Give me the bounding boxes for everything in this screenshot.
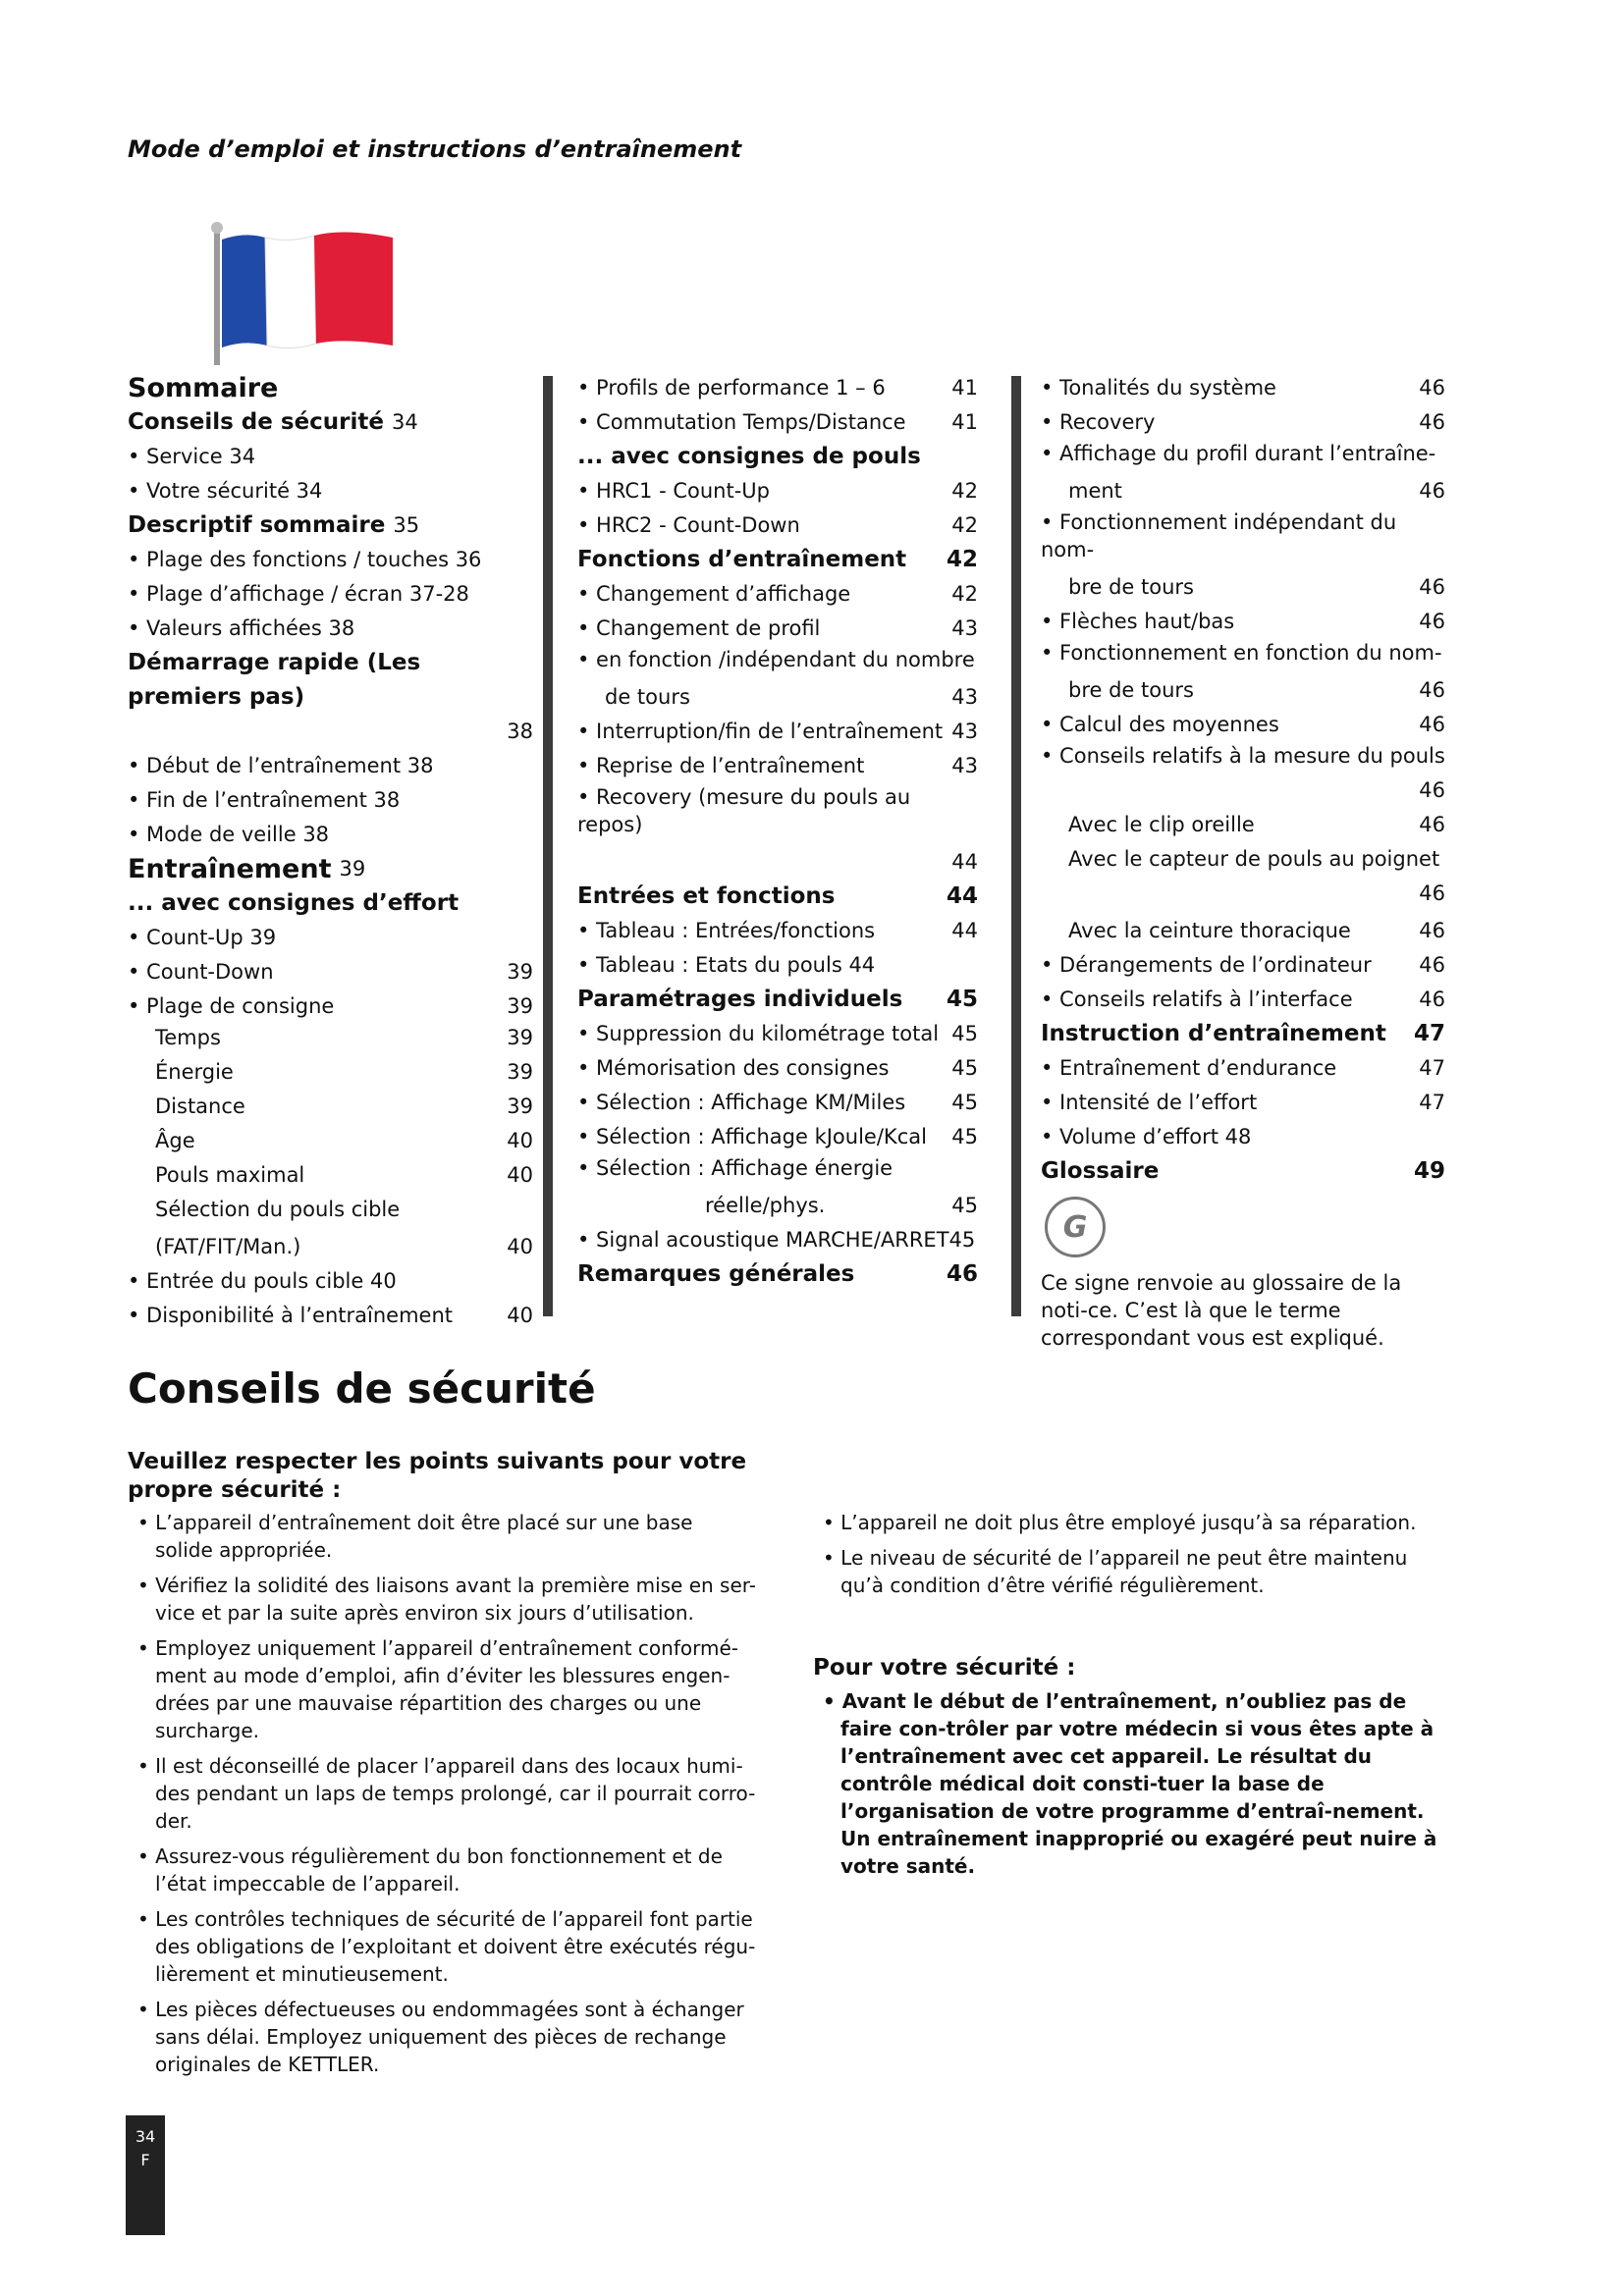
toc-entry bbox=[577, 1017, 978, 1051]
safety-list-item: • L’appareil ne doit plus être employé jusqu’à sa réparation. bbox=[813, 1509, 1441, 1536]
france-flag-icon bbox=[206, 218, 403, 365]
toc-entry-text: Avec le capteur de pouls au poignet bbox=[1068, 847, 1440, 871]
toc-entry-text: Avec le clip oreille bbox=[1068, 813, 1255, 836]
toc-entry-text: ... avec consignes de pouls bbox=[577, 444, 921, 469]
toc-entry bbox=[1041, 708, 1445, 742]
toc-entry-page: 45 bbox=[946, 987, 978, 1012]
toc-entry-page: 39 bbox=[507, 960, 533, 984]
pvs-title: Pour votre sécurité : bbox=[813, 1655, 1076, 1681]
toc-entry-text: • Commutation Temps/Distance bbox=[577, 410, 906, 434]
toc-entry bbox=[128, 1230, 533, 1264]
toc-entry-text: Entraînement bbox=[128, 854, 332, 884]
toc-entry-text: • Début de l’entraînement 38 bbox=[128, 754, 434, 777]
toc-entry-text: • Sélection : Affichage KM/Miles bbox=[577, 1091, 906, 1114]
toc-entry-page: 47 bbox=[1419, 1091, 1445, 1114]
toc-entry-page: 46 bbox=[1419, 610, 1445, 633]
toc-entry bbox=[128, 440, 533, 474]
toc-entry-text: • Profils de performance 1 – 6 bbox=[577, 376, 886, 400]
toc-entry bbox=[128, 1299, 533, 1333]
toc-entry-page: 40 bbox=[507, 1163, 533, 1187]
toc-entry bbox=[1041, 440, 1445, 467]
toc-entry-text: • Entraînement d’endurance bbox=[1041, 1056, 1337, 1080]
toc-entry-text: Remarques générales bbox=[577, 1261, 855, 1287]
pvs-body bbox=[813, 1687, 1441, 1880]
toc-entry-page: 40 bbox=[507, 1304, 533, 1327]
toc-entry-text: • Plage de consigne bbox=[128, 994, 335, 1018]
toc-entry bbox=[577, 405, 978, 440]
toc-entry bbox=[1041, 1017, 1445, 1051]
toc-entry bbox=[1041, 983, 1445, 1017]
toc-entry bbox=[128, 1196, 533, 1223]
toc-entry-text: • Tableau : Etats du pouls 44 bbox=[577, 953, 876, 977]
toc-entry-text: • Mémorisation des consignes bbox=[577, 1056, 890, 1080]
toc-entry bbox=[577, 612, 978, 646]
safety-title: Conseils de sécurité bbox=[128, 1364, 596, 1413]
toc-entry-text: • Sélection : Affichage kJoule/Kcal bbox=[577, 1125, 927, 1148]
toc-entry-page: 44 bbox=[951, 919, 978, 942]
toc-entry-text: Entrées et fonctions bbox=[577, 883, 836, 909]
toc-entry-text: Âge bbox=[155, 1129, 195, 1152]
toc-entry-text: Conseils de sécurité bbox=[128, 409, 384, 435]
toc-entry-text: • Service 34 bbox=[128, 445, 256, 468]
toc-entry bbox=[1041, 914, 1445, 948]
toc-entry bbox=[1041, 605, 1445, 639]
toc-entry-page: 46 bbox=[1419, 919, 1445, 942]
safety-list-item: • Assurez-vous régulièrement du bon fonctionnement et de l’état impeccable de l’appareil. bbox=[128, 1842, 756, 1897]
toc-entry-page: 46 bbox=[1419, 813, 1445, 836]
toc-entry-text: de tours bbox=[605, 685, 690, 709]
toc-entry-page: 43 bbox=[951, 754, 978, 777]
toc-entry-text: Distance bbox=[155, 1095, 245, 1118]
toc-entry-text: bre de tours bbox=[1068, 678, 1194, 702]
toc-entry bbox=[577, 783, 978, 838]
toc-entry-page: 45 bbox=[951, 1194, 978, 1217]
toc-entry-text: • HRC1 - Count-Up bbox=[577, 479, 770, 503]
toc-column-3 bbox=[1041, 371, 1445, 1352]
toc-entry bbox=[128, 646, 533, 715]
toc-entry bbox=[577, 1223, 978, 1257]
toc-entry-text: • Fin de l’entraînement 38 bbox=[128, 788, 401, 812]
toc-entry bbox=[1041, 742, 1445, 770]
toc-entry bbox=[1041, 508, 1445, 563]
toc-entry bbox=[577, 680, 978, 715]
toc-entry bbox=[577, 1189, 978, 1223]
toc-entry bbox=[128, 921, 533, 955]
column-divider bbox=[543, 376, 553, 1316]
toc-entry-page: 45 bbox=[951, 1125, 978, 1148]
page-lang: F bbox=[140, 2151, 150, 2169]
toc-entry-page: 46 bbox=[1419, 376, 1445, 400]
toc-entry-page: 35 bbox=[393, 513, 420, 537]
safety-list-item: • L’appareil d’entraînement doit être placé sur une base solide appropriée. bbox=[128, 1509, 756, 1564]
toc-entry bbox=[577, 749, 978, 783]
toc-entry-text: Pouls maximal bbox=[155, 1163, 305, 1187]
toc-entry-text: • Mode de veille 38 bbox=[128, 823, 330, 846]
safety-list-item: • Les pièces défectueuses ou endommagées sont à échanger sans délai. Employez uniquement des pièces de rechange originales de KETTLER. bbox=[128, 1996, 756, 2078]
toc-entry-page: 46 bbox=[946, 1261, 978, 1287]
toc-entry-text: • Recovery bbox=[1041, 410, 1156, 434]
toc-entry bbox=[128, 989, 533, 1024]
toc-entry-page: 43 bbox=[951, 720, 978, 743]
toc-entry-page: 47 bbox=[1413, 1021, 1445, 1046]
toc-entry bbox=[1041, 1154, 1445, 1189]
toc-entry bbox=[128, 577, 533, 612]
toc-entry-page: 40 bbox=[507, 1235, 533, 1258]
safety-list-item: • Les contrôles techniques de sécurité de l’appareil font partie des obligations de l’exploitant et doivent être exécutés régu-lièrement et minutieusement. bbox=[128, 1905, 756, 1988]
toc-entry bbox=[128, 612, 533, 646]
toc-entry-text: • Disponibilité à l’entraînement bbox=[128, 1304, 453, 1327]
toc-entry-text: • Interruption/fin de l’entraînement bbox=[577, 720, 944, 743]
toc-entry-page: 38 bbox=[507, 720, 533, 743]
toc-entry bbox=[128, 818, 533, 852]
toc-entry bbox=[1041, 570, 1445, 605]
toc-entry bbox=[1041, 880, 1445, 907]
toc-entry bbox=[577, 440, 978, 474]
toc-entry-text: Sélection du pouls cible bbox=[155, 1198, 401, 1221]
toc-entry-page: 46 bbox=[1419, 678, 1445, 702]
toc-entry-text: • Affichage du profil durant l’entraîne- bbox=[1041, 442, 1436, 465]
glossary-note: Ce signe renvoie au glossaire de la noti-ce. C’est là que le terme correspondant vous est expliqué. bbox=[1041, 1271, 1402, 1350]
toc-entry-page: 34 bbox=[392, 410, 418, 434]
pvs-text: • Avant le début de l’entraînement, n’oubliez pas de faire con-trôler par votre médecin si vous êtes apte à l’entraînement avec cet appareil. Le résultat du contrôle médical doit consti-tuer la base de l’organisation de votre programme d’entraî-nement. Un entraînement inapproprié ou exagéré peut nuire à votre santé. bbox=[813, 1687, 1441, 1880]
toc-entry bbox=[1041, 1120, 1445, 1154]
toc-entry-text: • Entrée du pouls cible 40 bbox=[128, 1269, 397, 1293]
toc-entry bbox=[577, 983, 978, 1017]
toc-entry bbox=[1041, 673, 1445, 708]
toc-entry-text: • en fonction /indépendant du nombre bbox=[577, 648, 975, 671]
toc-entry bbox=[1041, 1051, 1445, 1086]
toc-entry bbox=[128, 1161, 533, 1189]
toc-entry-text: • Valeurs affichées 38 bbox=[128, 616, 355, 640]
toc-entry-page: 41 bbox=[951, 410, 978, 434]
toc-entry bbox=[128, 715, 533, 749]
page-header: Mode d’emploi et instructions d’entraînement bbox=[128, 135, 742, 163]
toc-entry-page: 39 bbox=[339, 857, 366, 881]
glossary-icon: G bbox=[1045, 1197, 1106, 1257]
toc-entry-page: 46 bbox=[1419, 881, 1445, 905]
toc-entry bbox=[128, 474, 533, 508]
toc-entry bbox=[577, 948, 978, 983]
toc-entry-page: 42 bbox=[951, 479, 978, 503]
safety-list-left bbox=[128, 1509, 756, 2086]
toc-entry bbox=[577, 543, 978, 577]
page-number-box bbox=[126, 2115, 165, 2235]
toc-title: Sommaire bbox=[128, 373, 279, 403]
toc-entry-text: • Changement d’affichage bbox=[577, 582, 851, 606]
toc-entry-text: Énergie bbox=[155, 1060, 234, 1084]
toc-entry-text: • Count-Up 39 bbox=[128, 926, 277, 949]
toc-entry-text: Avec la ceinture thoracique bbox=[1068, 919, 1351, 942]
toc-entry bbox=[128, 1127, 533, 1154]
toc-entry bbox=[1041, 639, 1445, 667]
toc-entry-text: Démarrage rapide (Les premiers pas) bbox=[128, 650, 421, 710]
page-number: 34 bbox=[135, 2127, 156, 2146]
toc-entry bbox=[1041, 845, 1445, 873]
toc-entry-page: 46 bbox=[1419, 410, 1445, 434]
toc-entry-text: • HRC2 - Count-Down bbox=[577, 513, 800, 537]
toc-entry-text: ... avec consignes d’effort bbox=[128, 890, 460, 916]
toc-entry bbox=[1041, 405, 1445, 440]
toc-entry-text: • Conseils relatifs à la mesure du pouls bbox=[1041, 744, 1445, 768]
toc-entry bbox=[128, 543, 533, 577]
toc-entry-text: • Plage d’affichage / écran 37-28 bbox=[128, 582, 469, 606]
toc-entry-page: 39 bbox=[507, 1095, 533, 1118]
toc-entry-page: 40 bbox=[507, 1129, 533, 1152]
toc-entry-page: 46 bbox=[1419, 575, 1445, 599]
toc-entry bbox=[128, 749, 533, 783]
toc-entry bbox=[577, 1257, 978, 1292]
toc-entry bbox=[128, 405, 533, 440]
toc-entry-text: • Calcul des moyennes bbox=[1041, 713, 1279, 736]
toc-entry bbox=[577, 1086, 978, 1120]
toc-entry-text: Paramétrages individuels bbox=[577, 987, 903, 1012]
toc-entry-page: 49 bbox=[1413, 1158, 1445, 1184]
toc-entry-text: • Changement de profil bbox=[577, 616, 821, 640]
toc-entry-page: 46 bbox=[1419, 479, 1445, 503]
toc-entry bbox=[577, 914, 978, 948]
toc-entry-page: 42 bbox=[951, 513, 978, 537]
toc-entry-text: Temps bbox=[155, 1026, 221, 1049]
toc-entry-page: 44 bbox=[951, 850, 978, 874]
toc-entry-text: • Signal acoustique MARCHE/ARRET45 bbox=[577, 1228, 976, 1252]
toc-entry-page: 39 bbox=[507, 994, 533, 1018]
toc-entry-text: • Intensité de l’effort bbox=[1041, 1091, 1258, 1114]
toc-entry-text: • Conseils relatifs à l’interface bbox=[1041, 988, 1353, 1011]
toc-entry-page: 44 bbox=[946, 883, 978, 909]
safety-list-item: • Le niveau de sécurité de l’appareil ne peut être maintenu qu’à condition d’être vérifié régulièrement. bbox=[813, 1544, 1441, 1599]
toc-entry bbox=[577, 715, 978, 749]
toc-entry-text: Descriptif sommaire bbox=[128, 512, 386, 538]
toc-entry bbox=[577, 1154, 978, 1182]
toc-entry-text: • Recovery (mesure du pouls au repos) bbox=[577, 785, 911, 836]
toc-entry-page: 47 bbox=[1419, 1056, 1445, 1080]
toc-entry-text: • Votre sécurité 34 bbox=[128, 479, 323, 503]
toc-entry-text: • Fonctionnement indépendant du nom- bbox=[1041, 510, 1397, 561]
toc-entry-text: • Suppression du kilométrage total bbox=[577, 1022, 940, 1045]
toc-entry bbox=[577, 474, 978, 508]
toc-entry-text: • Tableau : Entrées/fonctions bbox=[577, 919, 876, 942]
toc-entry bbox=[128, 1264, 533, 1299]
toc-entry bbox=[128, 852, 533, 886]
toc-entry-text: (FAT/FIT/Man.) bbox=[155, 1235, 301, 1258]
toc-entry bbox=[577, 880, 978, 914]
toc-entry-text: ment bbox=[1068, 479, 1122, 503]
toc-entry-text: • Tonalités du système bbox=[1041, 376, 1276, 400]
safety-list-item: • Il est déconseillé de placer l’appareil dans des locaux humi-des pendant un laps de temps prolongé, car il pourrait corro-der. bbox=[128, 1752, 756, 1835]
toc-entry bbox=[128, 1093, 533, 1120]
toc-entry-text: • Plage des fonctions / touches 36 bbox=[128, 548, 482, 571]
toc-entry-text: bre de tours bbox=[1068, 575, 1194, 599]
toc-entry bbox=[577, 1051, 978, 1086]
toc-column-1 bbox=[128, 371, 533, 1333]
toc-entry bbox=[1041, 776, 1445, 804]
toc-entry-text: réelle/phys. bbox=[705, 1194, 826, 1217]
toc-entry-page: 39 bbox=[507, 1060, 533, 1084]
toc-entry-text: Glossaire bbox=[1041, 1158, 1160, 1184]
toc-entry-text: • Sélection : Affichage énergie bbox=[577, 1156, 893, 1180]
toc-entry-page: 39 bbox=[507, 1026, 533, 1049]
toc-column-2 bbox=[577, 371, 978, 1292]
toc-entry-text: • Dérangements de l’ordinateur bbox=[1041, 953, 1372, 977]
toc-entry bbox=[577, 646, 978, 673]
toc-entry-page: 42 bbox=[946, 547, 978, 572]
toc-entry-page: 45 bbox=[951, 1056, 978, 1080]
toc-entry bbox=[1041, 474, 1445, 508]
toc-entry-text: • Reprise de l’entraînement bbox=[577, 754, 865, 777]
toc-entry bbox=[128, 955, 533, 989]
toc-entry bbox=[128, 886, 533, 921]
toc-entry bbox=[577, 508, 978, 543]
toc-entry bbox=[577, 1120, 978, 1154]
toc-entry-page: 46 bbox=[1419, 778, 1445, 802]
toc-entry-page: 46 bbox=[1419, 713, 1445, 736]
toc-entry bbox=[577, 371, 978, 405]
toc-entry bbox=[577, 577, 978, 612]
toc-entry-page: 43 bbox=[951, 616, 978, 640]
toc-entry-page: 41 bbox=[951, 376, 978, 400]
toc-entry-text: Instruction d’entraînement bbox=[1041, 1021, 1386, 1046]
toc-entry bbox=[1041, 948, 1445, 983]
toc-entry bbox=[1041, 1086, 1445, 1120]
toc-entry-page: 45 bbox=[951, 1091, 978, 1114]
column-divider bbox=[1011, 376, 1021, 1316]
toc-entry-page: 46 bbox=[1419, 988, 1445, 1011]
toc-entry-page: 42 bbox=[951, 582, 978, 606]
toc-entry-text: • Volume d’effort 48 bbox=[1041, 1125, 1252, 1148]
safety-list-right bbox=[813, 1509, 1441, 1607]
safety-list-item: • Vérifiez la solidité des liaisons avant la première mise en ser-vice et par la suite après environ six jours d’utilisation. bbox=[128, 1572, 756, 1627]
toc-entry bbox=[577, 845, 978, 880]
safety-list-item: • Employez uniquement l’appareil d’entraînement conformé-ment au mode d’emploi, afin d’éviter les blessures engen-drées par une mauvaise répartition des charges ou une surcharge. bbox=[128, 1634, 756, 1744]
toc-entry bbox=[128, 508, 533, 543]
toc-entry-text: • Count-Down bbox=[128, 960, 274, 984]
safety-subtitle: Veuillez respecter les points suivants pour votre propre sécurité : bbox=[128, 1449, 747, 1503]
toc-entry bbox=[1041, 371, 1445, 405]
toc-entry-text: • Flèches haut/bas bbox=[1041, 610, 1235, 633]
toc-entry bbox=[128, 783, 533, 818]
toc-entry-page: 46 bbox=[1419, 953, 1445, 977]
toc-entry-text: Fonctions d’entraînement bbox=[577, 547, 907, 572]
toc-entry bbox=[128, 1058, 533, 1086]
toc-entry-text: • Fonctionnement en fonction du nom- bbox=[1041, 641, 1442, 665]
toc-entry-page: 43 bbox=[951, 685, 978, 709]
toc-entry bbox=[1041, 811, 1445, 838]
toc-entry-page: 45 bbox=[951, 1022, 978, 1045]
toc-entry bbox=[128, 1024, 533, 1051]
